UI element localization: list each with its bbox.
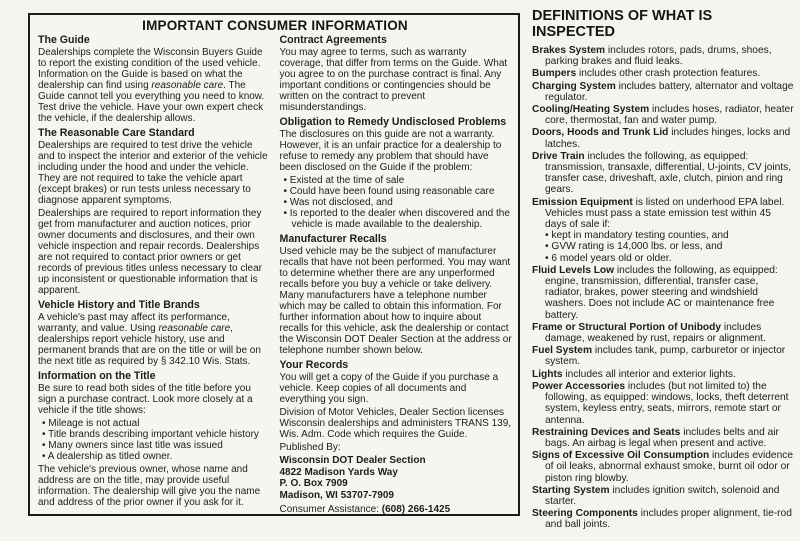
- definition-term: Lights: [532, 368, 563, 380]
- paragraph: Used vehicle may be the subject of manufacturer recalls that have not been performed. You may want to determine whether there are any unperformed recalls before you buy a vehicle or take delivery. Many manufacturers have a telephone number which may be called to obtain this information. For further information about how to inquire about recalls for this vehicle, ask the dealership or contact the Wisconsin DOT Dealer Section at the address or telephone number shown below.: [279, 246, 512, 356]
- definition-term: Emission Equipment: [532, 196, 633, 208]
- definition-term: Charging System: [532, 80, 616, 92]
- section-heading: The Reasonable Care Standard: [38, 127, 195, 139]
- definition-term: Fluid Levels Low: [532, 264, 615, 276]
- definition-term: Steering Components: [532, 508, 638, 520]
- definition-item: Steering Components includes proper alignment, tie-rod and ball joints.: [532, 508, 792, 531]
- definition-item: Bumpers includes other crash protection features.: [532, 68, 761, 80]
- consumer-assistance-phone: (608) 266-1425: [381, 504, 451, 516]
- section-heading: The Guide: [38, 34, 90, 46]
- definition-item: Starting System includes ignition switch, solenoid and starter.: [532, 484, 780, 507]
- definition-term: Fuel System: [532, 345, 593, 357]
- section: [280, 35, 513, 113]
- definition-item: Doors, Hoods and Trunk Lid includes hinges, locks and latches.: [532, 127, 791, 150]
- section: [38, 35, 271, 124]
- address-line: 4822 Madison Yards Way: [279, 466, 398, 478]
- definition-term: Starting System: [532, 484, 610, 496]
- definition-item: Frame or Structural Portion of Unibody includes damage, weakened by rust, repairs or alignment.: [532, 321, 766, 345]
- definition-item: Power Accessories includes (but not limited to) the following, as equipped: windows, locks, theft deterrent system, keyless entry, seats, mirrors, remote start or antenna.: [532, 380, 789, 426]
- emphasized-phrase: reasonable care: [158, 323, 231, 334]
- paragraph: A vehicle's past may affect its performance, warranty, and value. Using reasonable care, dealerships report vehicle history, use and permanent brands that are on the title or will be on the next title as required by § 342.10 Wis. Stats.: [38, 312, 261, 367]
- section-heading: Information on the Title: [38, 370, 156, 382]
- definition-item: Brakes System includes rotors, pads, drums, shoes, parking brakes and fluid leaks.: [532, 45, 772, 68]
- paragraph: Dealerships are required to test drive the vehicle and to inspect the interior and exterior of the vehicle including under the hood and under the vehicle. They are not required to take the vehicle apart (except brakes) or run tests unless necessary to diagnose apparent symptoms.: [38, 140, 268, 206]
- section: [280, 360, 513, 515]
- consumer-info-left-column: [38, 35, 271, 517]
- definitions-panel: [532, 6, 795, 532]
- consumer-info-title: IMPORTANT CONSUMER INFORMATION: [142, 18, 408, 33]
- paragraph: Division of Motor Vehicles, Dealer Section licenses Wisconsin dealerships and administers TRANS 139, Wis. Adm. Code which requires the Guide.: [279, 407, 512, 440]
- definition-item: Emission Equipment is listed on underhood EPA label. Vehicles must pass a state emission test within 45 days of sale if: • kept in mandatory testing counties, and • GVW rating is 14,000 lbs. or less, and • 6 model years old or older.: [532, 197, 795, 264]
- section-heading: Manufacturer Recalls: [279, 233, 387, 245]
- bullet-item: • Many owners since last title was issued: [42, 440, 223, 451]
- definition-term: Drive Train: [532, 150, 585, 162]
- section-heading: Contract Agreements: [279, 34, 387, 46]
- definition-term: Bumpers: [532, 68, 577, 80]
- definitions-title: DEFINITIONS OF WHAT IS INSPECTED: [532, 8, 713, 40]
- address-line: P. O. Box 7909: [279, 478, 348, 490]
- definition-term: Cooling/Heating System: [532, 104, 650, 116]
- definition-term: Restraining Devices and Seats: [532, 426, 681, 438]
- definition-term: Doors, Hoods and Trunk Lid: [532, 127, 669, 139]
- section: [280, 234, 513, 356]
- section: [38, 371, 271, 508]
- definition-bullet: • kept in mandatory testing counties, and: [545, 230, 729, 242]
- definition-term: Frame or Structural Portion of Unibody: [532, 321, 722, 333]
- definition-item: Restraining Devices and Seats includes belts and air bags. An airbag is legal when present and active.: [532, 426, 779, 449]
- paragraph: Be sure to read both sides of the title before you sign a purchase contract. Look more closely at a vehicle if the title shows:: [38, 383, 253, 416]
- consumer-info-columns: [38, 35, 512, 517]
- consumer-information-panel: [28, 13, 520, 516]
- definition-item: Drive Train includes the following, as equipped: transmission, transaxle, differential, U-joints, CV joints, transfer case, driveshaft, axle, clutch, pinion and ring gears.: [532, 150, 792, 196]
- section-heading: Vehicle History and Title Brands: [38, 299, 200, 311]
- consumer-assistance-line: Consumer Assistance: (608) 266-1425: [279, 504, 451, 516]
- paragraph: The vehicle's previous owner, whose name and address are on the title, may provide useful information. The dealership will give you the name and address of the prior owner if you ask for it.: [38, 464, 261, 508]
- paragraph: You may agree to terms, such as warranty coverage, that differ from terms on the Guide. What you agree to on the purchase contract is final. Any important conditions or contingencies should be written on the contract to prevent misunderstandings.: [279, 47, 508, 113]
- bullet-item: • Mileage is not actual: [42, 418, 140, 429]
- emphasized-phrase: reasonable care: [151, 80, 224, 91]
- definition-term: Power Accessories: [532, 380, 626, 392]
- bullet-item: • Is reported to the dealer when discovered and the vehicle is made available to the dealership.: [283, 208, 510, 230]
- paragraph: You will get a copy of the Guide if you purchase a vehicle. Keep copies of all documents and everything you sign.: [279, 372, 499, 405]
- bullet-item: • Was not disclosed, and: [283, 197, 393, 208]
- bullet-item: • Could have been found using reasonable care: [283, 186, 495, 197]
- definition-bullet: • GVW rating is 14,000 lbs. or less, and: [545, 241, 723, 253]
- definition-term: Brakes System: [532, 45, 606, 56]
- paragraph: Dealerships are required to report information they get from manufacturer and auction notices, prior owner documents and disclosures, and their own vehicle inspection and repair records. Dealerships are not required to contact prior owners or get records of previous titles unless necessary to clear up inconsistent or questionable information that is apparent.: [38, 208, 262, 296]
- bullet-list: [38, 418, 271, 462]
- bullet-item: • Title brands describing important vehicle history: [42, 429, 259, 440]
- definition-term: Signs of Excessive Oil Consumption: [532, 450, 710, 462]
- definition-item: Signs of Excessive Oil Consumption includes evidence of oil leaks, abnormal exhaust smoke, burnt oil odor or piston ring blowby.: [532, 450, 794, 484]
- definitions-list: [532, 45, 795, 531]
- definition-bullet: • 6 model years old or older.: [545, 252, 672, 264]
- bullet-item: • Existed at the time of sale: [283, 175, 405, 186]
- consumer-info-middle-column: [280, 35, 513, 517]
- address-line: Madison, WI 53707-7909: [279, 489, 394, 501]
- definition-item: Cooling/Heating System includes hoses, radiator, heater core, thermostat, fan and water pump.: [532, 104, 794, 127]
- section-heading: Your Records: [279, 359, 349, 371]
- section-heading: Obligation to Remedy Undisclosed Problems: [279, 116, 507, 128]
- definition-item: Lights includes all interior and exterior lights.: [532, 368, 736, 380]
- bullet-item: • A dealership as titled owner.: [42, 451, 173, 462]
- paragraph: The disclosures on this guide are not a warranty. However, it is an unfair practice for a dealership to refuse to remedy any problem that should have been disclosed on the Guide if the problem:: [279, 129, 502, 173]
- bullet-list: [280, 175, 513, 230]
- paragraph: Dealerships complete the Wisconsin Buyers Guide to report the existing condition of the used vehicle. Information on the Guide is based on what the dealership can find using reasonable care. The Guide cannot tell you everything you need to know. Test drive the vehicle. Have your own expert check the vehicle, if the dealership allows.: [38, 47, 265, 124]
- section: [38, 128, 271, 296]
- publisher-address-block: [280, 455, 513, 501]
- section: [280, 117, 513, 230]
- section: [38, 300, 271, 367]
- definition-item: Fuel System includes tank, pump, carburetor or injector system.: [532, 345, 786, 368]
- address-line: Wisconsin DOT Dealer Section: [279, 455, 426, 466]
- definition-item: Fluid Levels Low includes the following, as equipped: engine, transmission, differential, transfer case, radiator, brakes, power steering and windshield washers. Does not include AC or maintenance free battery.: [532, 264, 778, 321]
- definition-item: Charging System includes battery, alternator and voltage regulator.: [532, 80, 794, 103]
- paragraph: Published By:: [279, 442, 341, 453]
